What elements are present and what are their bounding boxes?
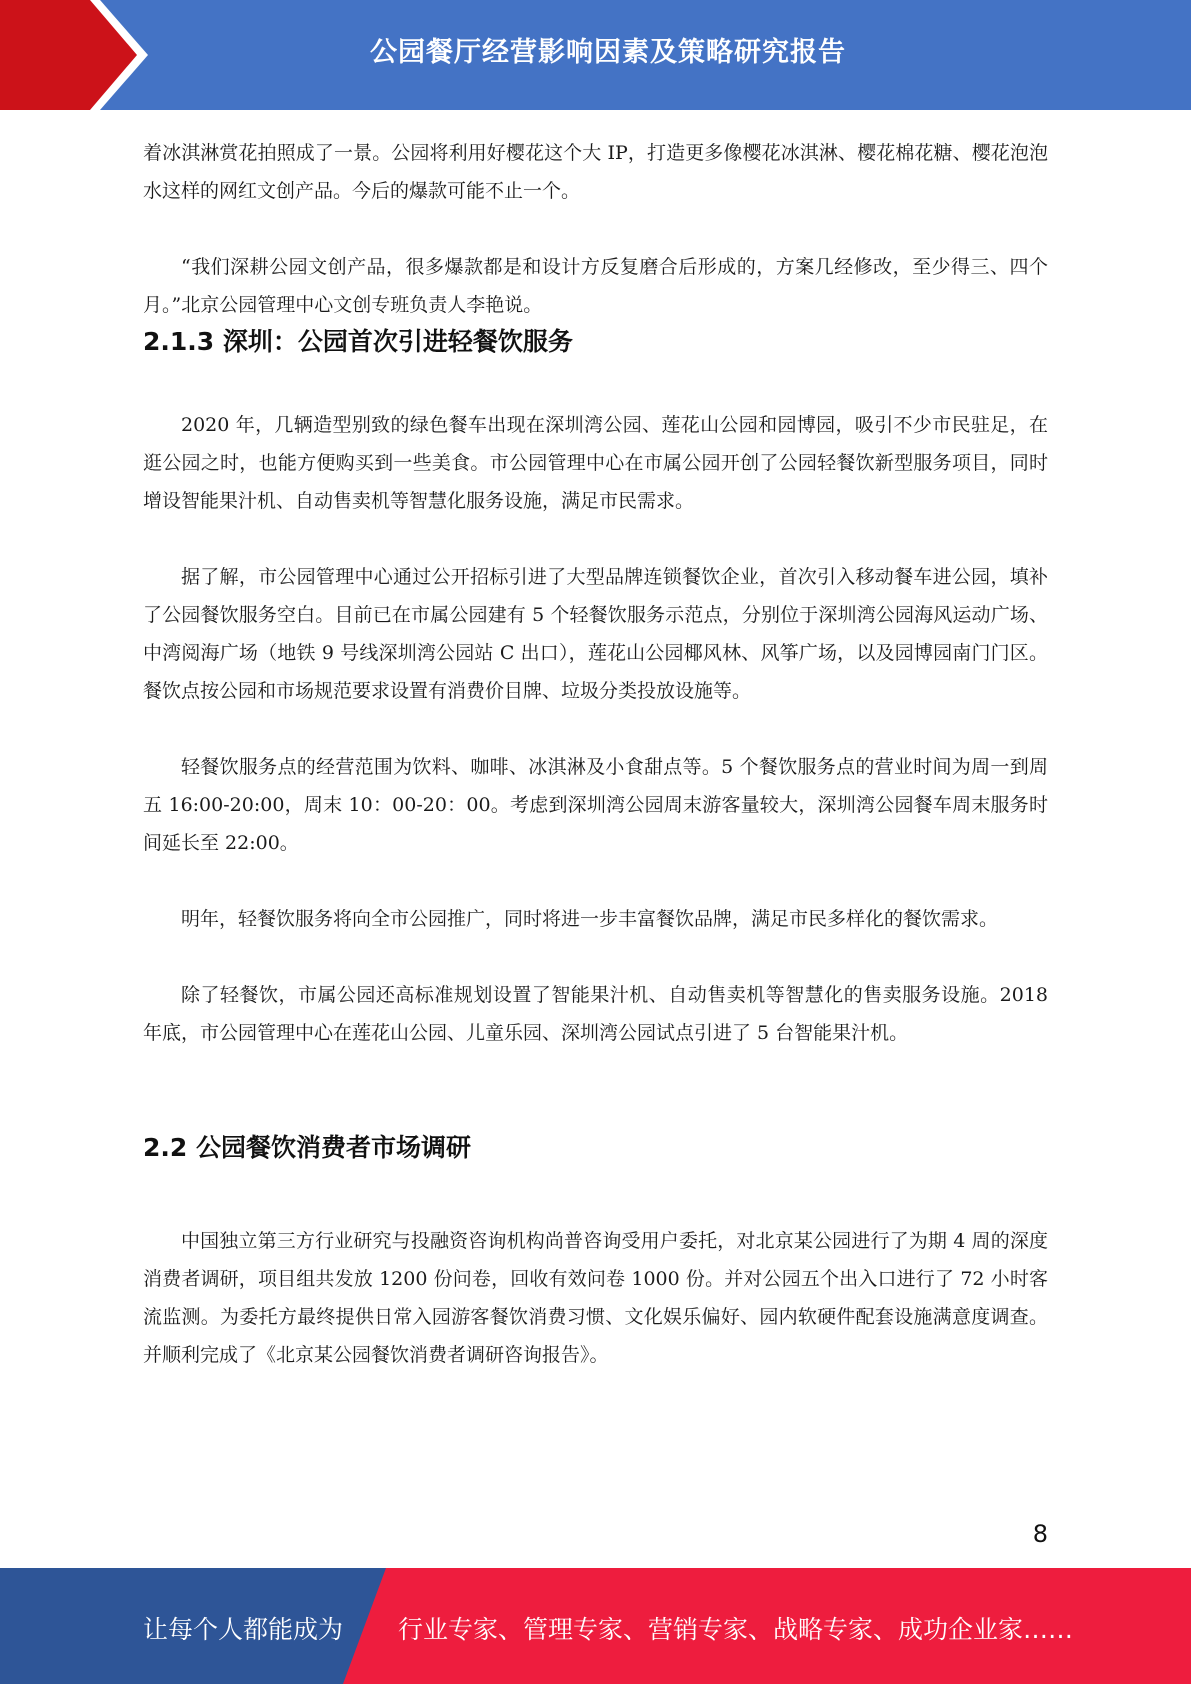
page-header	[0, 0, 1191, 110]
paragraph: 着冰淇淋赏花拍照成了一景。公园将利用好樱花这个大 IP，打造更多像樱花冰淇淋、樱花棉花糖、樱花泡泡水这样的网红文创产品。今后的爆款可能不止一个。	[143, 142, 1048, 202]
section-heading-2-2: 2.2 公园餐饮消费者市场调研	[143, 1133, 471, 1162]
paragraph: “我们深耕公园文创产品，很多爆款都是和设计方反复磨合后形成的，方案几经修改，至少得三、四个月。”北京公园管理中心文创专班负责人李艳说。	[143, 256, 1048, 316]
paragraph: 据了解，市公园管理中心通过公开招标引进了大型品牌连锁餐饮企业，首次引入移动餐车进公园，填补了公园餐饮服务空白。目前已在市属公园建有 5 个轻餐饮服务示范点，分别位于深圳湾公园海风运动广场、中湾阅海广场（地铁 9 号线深圳湾公园站 C 出口），莲花山公园椰风林、风筝广场，以及园博园南门门区。餐饮点按公园和市场规范要求设置有消费价目牌、垃圾分类投放设施等。	[143, 566, 1048, 702]
paragraph: 2020 年，几辆造型别致的绿色餐车出现在深圳湾公园、莲花山公园和园博园，吸引不少市民驻足，在逛公园之时，也能方便购买到一些美食。市公园管理中心在市属公园开创了公园轻餐饮新型服务项目，同时增设智能果汁机、自动售卖机等智慧化服务设施，满足市民需求。	[143, 414, 1048, 512]
paragraph: 明年，轻餐饮服务将向全市公园推广，同时将进一步丰富餐饮品牌，满足市民多样化的餐饮需求。	[181, 908, 999, 930]
paragraph: 除了轻餐饮，市属公园还高标准规划设置了智能果汁机、自动售卖机等智慧化的售卖服务设施。2018 年底，市公园管理中心在莲花山公园、儿童乐园、深圳湾公园试点引进了 5 台智能果汁机。	[143, 984, 1048, 1044]
paragraph: 轻餐饮服务点的经营范围为饮料、咖啡、冰淇淋及小食甜点等。5 个餐饮服务点的营业时间为周一到周五 16:00-20:00，周末 10：00-20：00。考虑到深圳湾公园周末游客量较大，深圳湾公园餐车周末服务时间延长至 22:00。	[143, 756, 1048, 854]
page-footer	[0, 1568, 1191, 1684]
page-content	[143, 134, 1048, 1374]
paragraph: 中国独立第三方行业研究与投融资咨询机构尚普咨询受用户委托，对北京某公园进行了为期 4 周的深度消费者调研，项目组共发放 1200 份问卷，回收有效问卷 1000 份。并对公园五个出入口进行了 72 小时客流监测。为委托方最终提供日常入园游客餐饮消费习惯、文化娱乐偏好、园内软硬件配套设施满意度调查。并顺利完成了《北京某公园餐饮消费者调研咨询报告》。	[143, 1230, 1048, 1366]
page-number: 8	[1032, 1520, 1048, 1548]
report-title: 公园餐厅经营影响因素及策略研究报告	[370, 37, 846, 68]
section-heading-2-1-3: 2.1.3 深圳：公园首次引进轻餐饮服务	[143, 327, 573, 356]
footer-slogan-right: 行业专家、管理专家、营销专家、战略专家、成功企业家……	[398, 1615, 1074, 1644]
footer-slogan-left: 让每个人都能成为	[143, 1615, 344, 1644]
